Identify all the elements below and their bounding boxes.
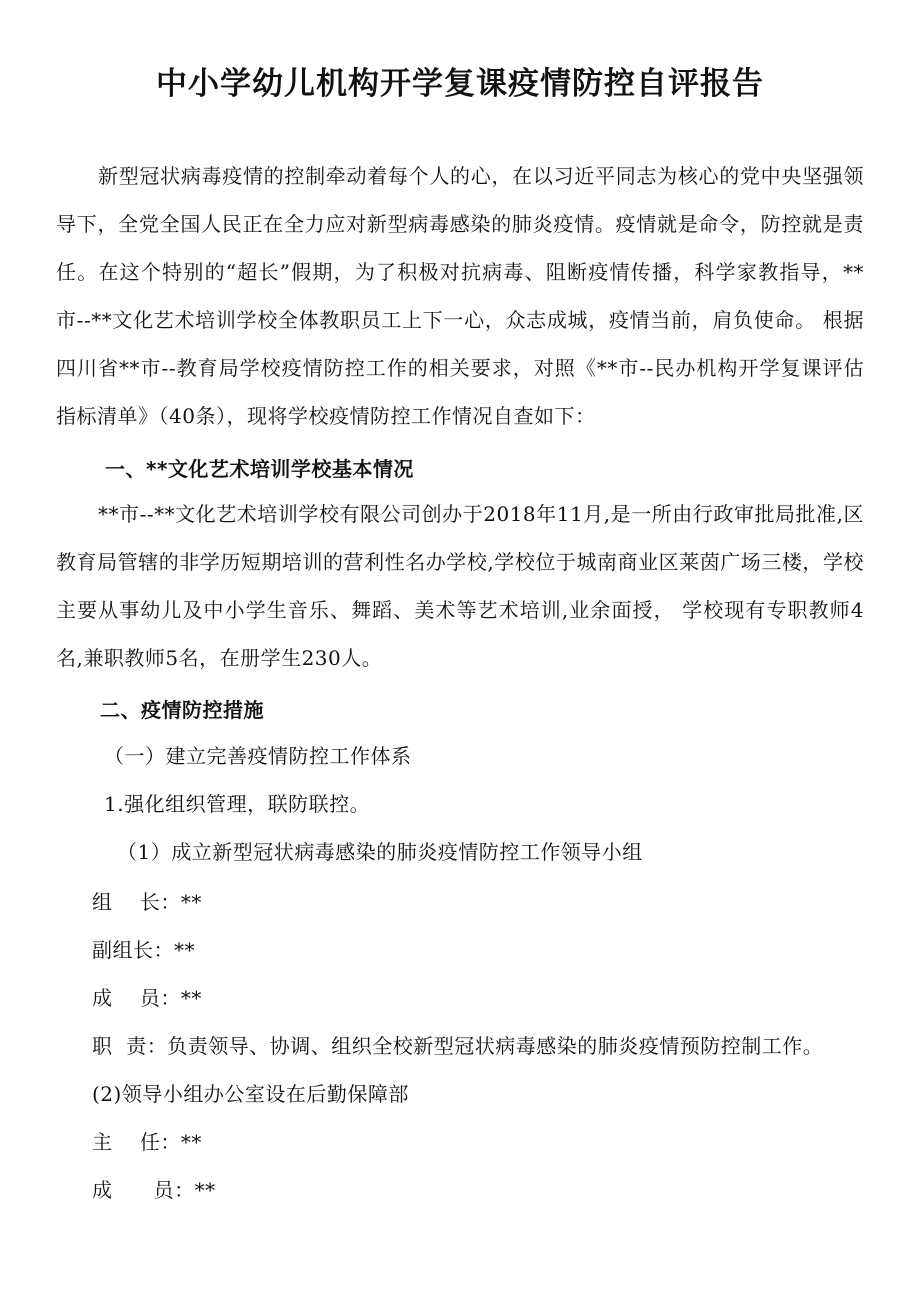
list-item: 1.强化组织管理，联防联控。 bbox=[104, 792, 371, 816]
intro-paragraph: 新型冠状病毒疫情的控制牵动着每个人的心，在以习近平同志为核心的党中央坚强领导下，全党全国人民正在全力应对新型病毒感染的肺炎疫情。疫情就是命令，防控就是责任。在这个特别的“超长”假期，为了积极对抗病毒、阻断疫情传播，科学家教指导，**市--**文化艺术培训学校全体教职员工上下一心，众志成城，疫情当前，肩负使命。 根据四川省**市--教育局学校疫情防控工作的相关要求，对照《**市--民办机构开学复课评估指标清单》（40条），现将学校疫情防控工作情况自查如下： bbox=[56, 164, 864, 428]
section-heading-measures: 二、疫情防控措施 bbox=[100, 698, 264, 722]
role-line-duties: 职 责：负责领导、协调、组织全校新型冠状病毒感染的肺炎疫情预防控制工作。 bbox=[92, 1034, 824, 1058]
document-title: 中小学幼儿机构开学复课疫情防控自评报告 bbox=[156, 66, 764, 102]
role-line-members: 成 员：** bbox=[92, 986, 202, 1010]
subsection-heading: （一）建立完善疫情防控工作体系 bbox=[104, 744, 412, 768]
basic-info-paragraph: **市--**文化艺术培训学校有限公司创办于2018年11月,是一所由行政审批局批准,区教育局管辖的非学历短期培训的营利性名办学校,学校位于城南商业区莱茵广场三楼，学校主要从事幼儿及中小学生音乐、舞蹈、美术等艺术培训,业余面授， 学校现有专职教师4名,兼职教师5名，在册学生230人。 bbox=[56, 502, 864, 670]
role-line-leader: 组 长：** bbox=[92, 890, 202, 914]
role-line-deputy: 副组长：** bbox=[92, 938, 195, 962]
section-heading-basic-info: 一、**文化艺术培训学校基本情况 bbox=[105, 457, 414, 481]
list-item: （1）成立新型冠状病毒感染的肺炎疫情防控工作领导小组 bbox=[117, 840, 643, 864]
list-item: (2)领导小组办公室设在后勤保障部 bbox=[92, 1082, 409, 1106]
role-line-office-members: 成 员：** bbox=[92, 1178, 216, 1202]
role-line-director: 主 任：** bbox=[92, 1130, 202, 1154]
